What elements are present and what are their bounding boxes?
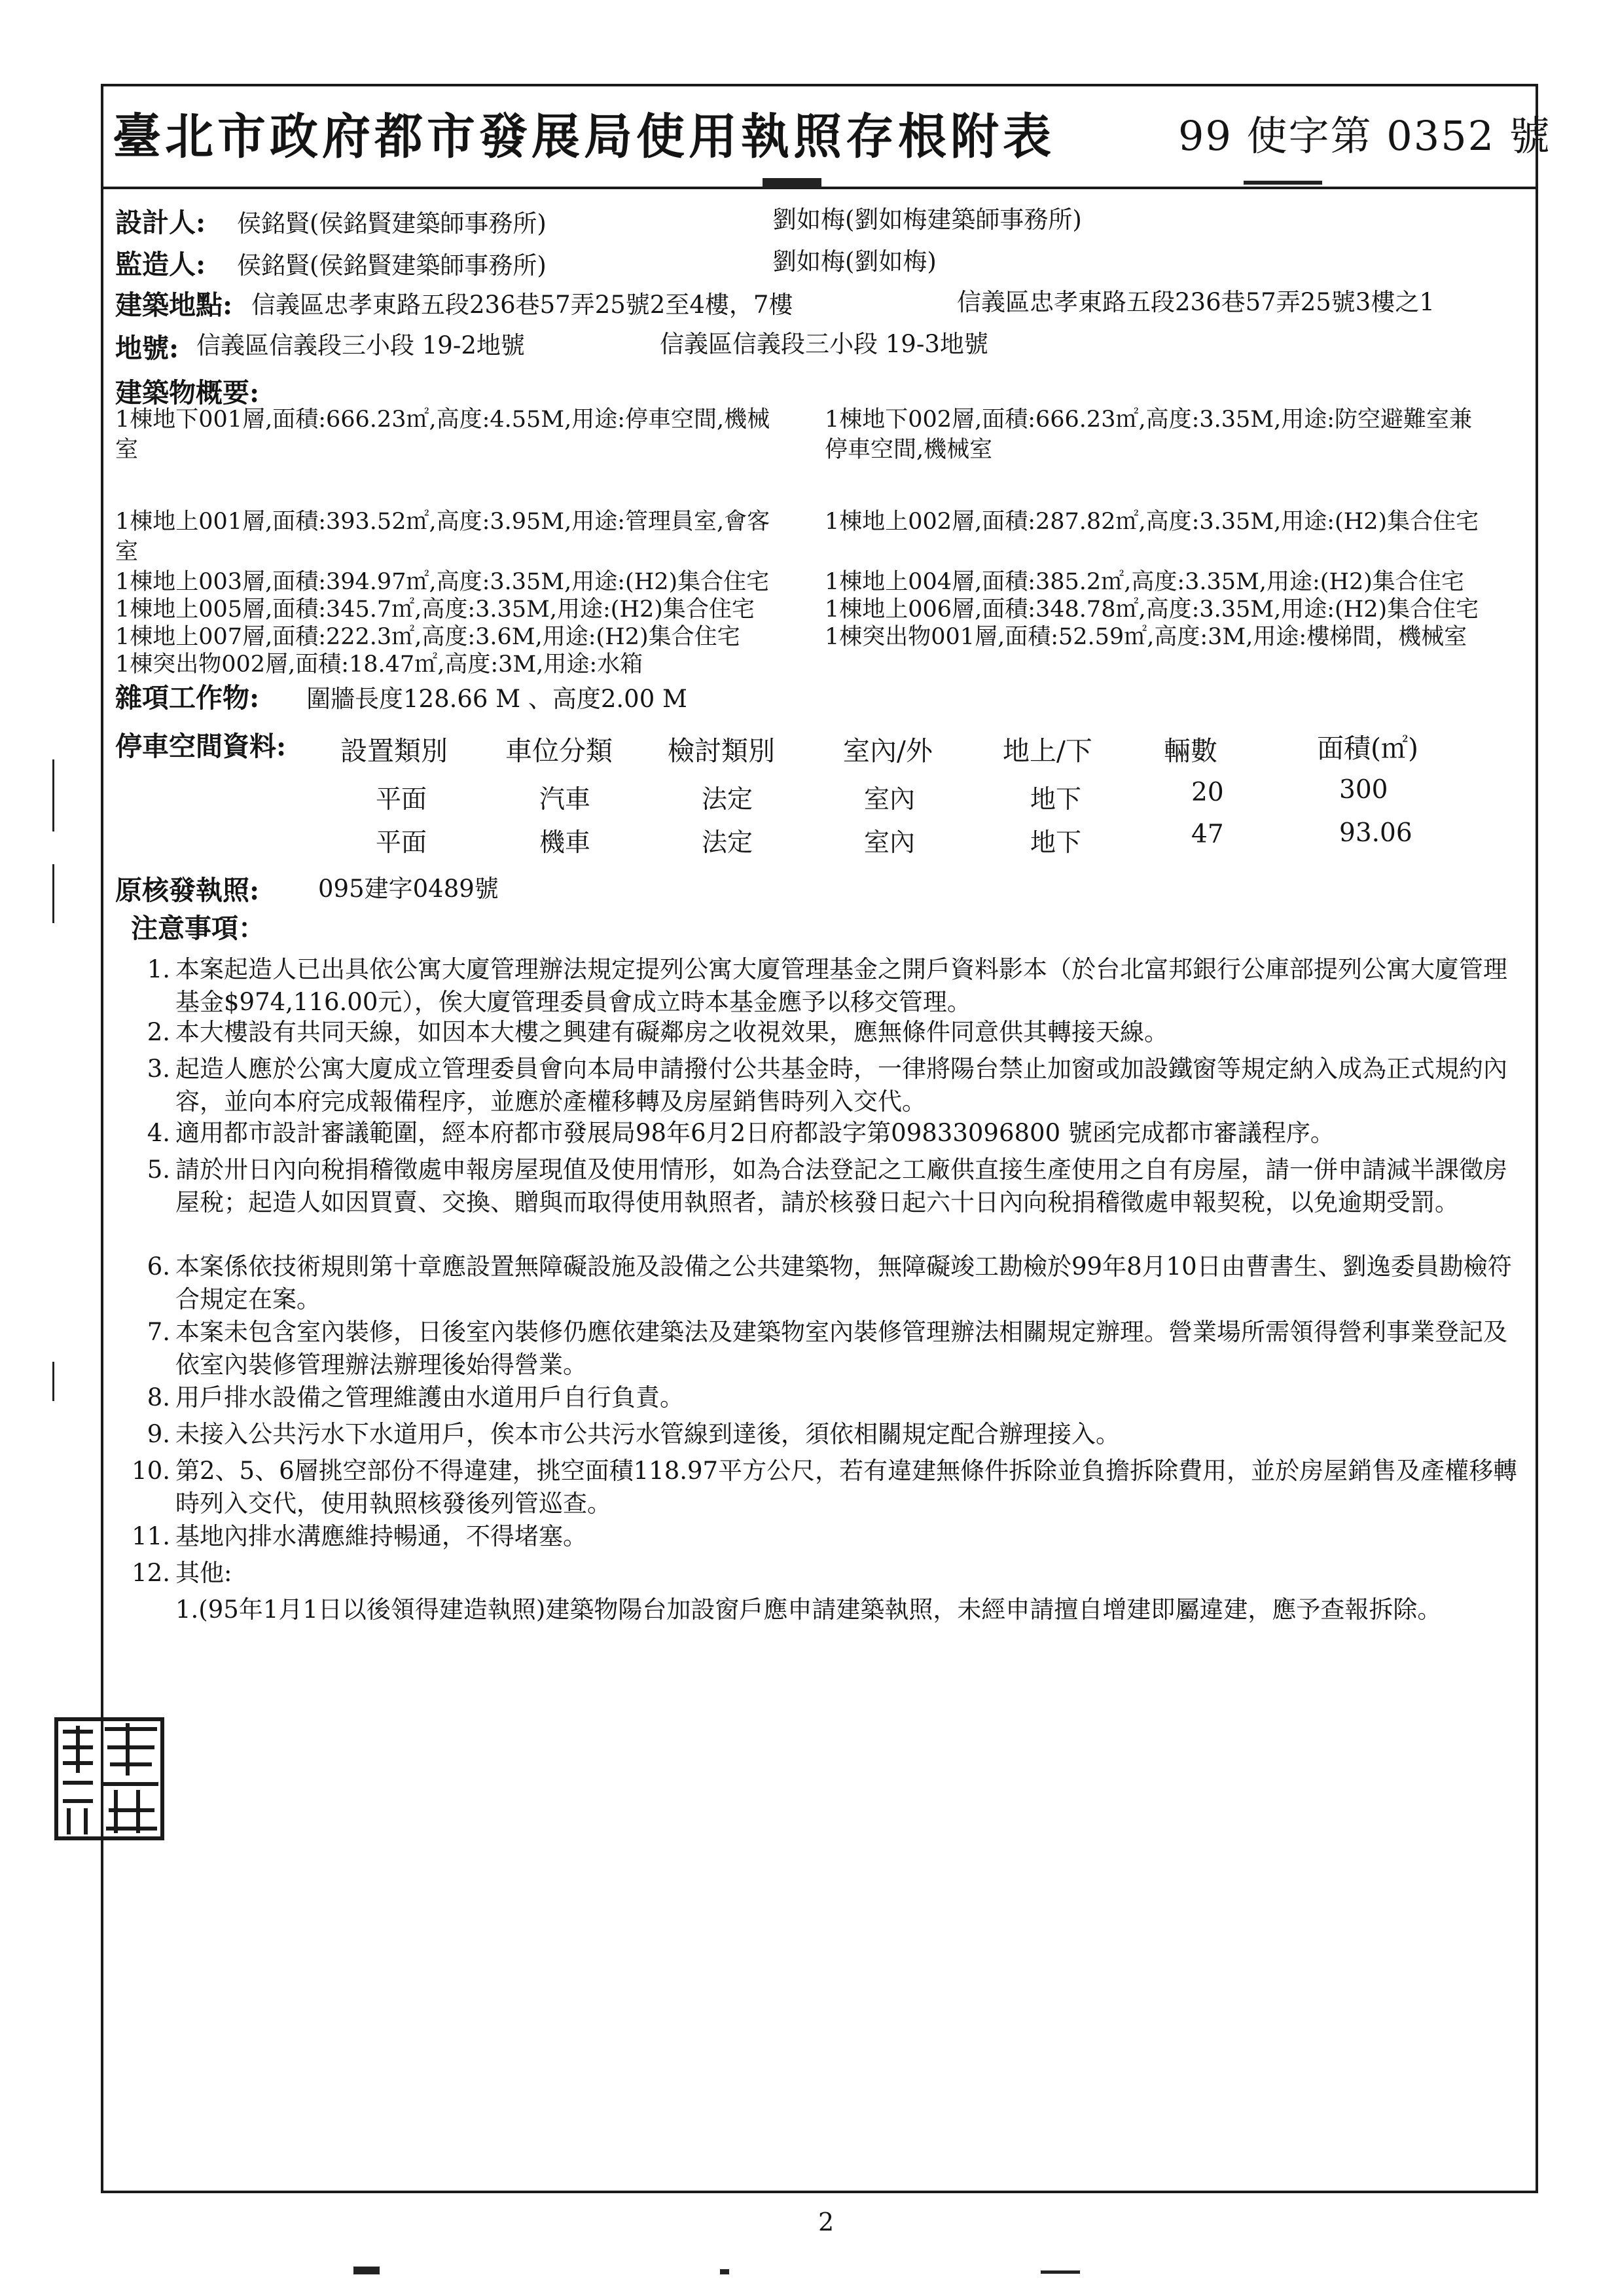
site-address-value-1: 信義區忠孝東路五段236巷57弄25號2至4樓，7樓 xyxy=(251,291,793,319)
note-number: 4. xyxy=(147,1119,170,1147)
floor-4f: 1棟地上004層,面積:385.2㎡,高度:3.35M,用途:(H2)集合住宅 xyxy=(825,569,1464,595)
floor-1f-line-1: 1棟地上001層,面積:393.52㎡,高度:3.95M,用途:管理員室,會客 xyxy=(115,509,770,535)
note-text: 本案係依技術規則第十章應設置無障礙設施及設備之公共建築物，無障礙竣工勘檢於99年8月10日由曹書生、劉逸委員勘檢符合規定在案。 xyxy=(175,1252,1512,1313)
scan-mark xyxy=(52,1362,54,1401)
scan-mark xyxy=(720,2269,729,2274)
floor-3f: 1棟地上003層,面積:394.97㎡,高度:3.35M,用途:(H2)集合住宅 xyxy=(115,569,770,595)
parking-cell: 300 xyxy=(1339,775,1388,805)
building-overview-label: 建築物概要: xyxy=(115,377,260,409)
note-text: 本案起造人已出具依公寓大廈管理辦法規定提列公寓大廈管理基金之開戶資料影本（於台北富邦銀行公庫部提列公寓大廈管理基金$974,116.00元），俟大廈管理委員會成立時本基金應予以移交管理。 xyxy=(175,955,1507,1016)
page-number: 2 xyxy=(818,2208,835,2236)
note-number: 11. xyxy=(132,1522,170,1550)
parking-header-setup-type: 設置類別 xyxy=(340,735,448,767)
parking-cell: 20 xyxy=(1191,778,1224,807)
original-permit-value: 095建字0489號 xyxy=(318,875,499,903)
misc-work-value: 圍牆長度128.66 M 、高度2.00 M xyxy=(306,685,687,713)
note-text: 基地內排水溝應維持暢通，不得堵塞。 xyxy=(175,1522,587,1550)
designer-label: 設計人: xyxy=(115,207,206,238)
scan-smudge xyxy=(1244,181,1322,185)
floor-6f: 1棟地上006層,面積:348.78㎡,高度:3.35M,用途:(H2)集合住宅 xyxy=(825,596,1479,623)
note-number: 5. xyxy=(147,1156,170,1184)
parking-cell: 法定 xyxy=(702,785,753,814)
floor-b1-line-2: 室 xyxy=(115,437,139,463)
roof-r2: 1棟突出物002層,面積:18.47㎡,高度:3M,用途:水箱 xyxy=(115,651,643,678)
floor-b1-line-1: 1棟地下001層,面積:666.23㎡,高度:4.55M,用途:停車空間,機械 xyxy=(115,407,770,433)
scan-smudge xyxy=(763,178,821,189)
parking-header-area: 面積(㎡) xyxy=(1317,733,1418,764)
scan-mark xyxy=(1041,2270,1080,2274)
note-number: 7. xyxy=(147,1318,170,1346)
permit-number: 99 使字第 0352 號 xyxy=(1178,112,1551,160)
parking-header-indoor-outdoor: 室內/外 xyxy=(843,735,933,767)
floor-5f: 1棟地上005層,面積:345.7㎡,高度:3.35M,用途:(H2)集合住宅 xyxy=(115,596,755,623)
note-text: 適用都市設計審議範圍，經本府都市發展局98年6月2日府都設字第09833096800 號函完成都市審議程序。 xyxy=(175,1119,1335,1147)
scan-mark xyxy=(52,864,54,923)
floor-1f-line-2: 室 xyxy=(115,539,139,565)
note-number: 6. xyxy=(147,1252,170,1281)
scan-mark xyxy=(353,2267,380,2274)
note-number: 10. xyxy=(132,1457,170,1485)
note-text: 用戶排水設備之管理維護由水道用戶自行負責。 xyxy=(175,1383,684,1412)
supervisor-value-2: 劉如梅(劉如梅) xyxy=(772,247,937,276)
note-number: 3. xyxy=(147,1055,170,1083)
parking-label: 停車空間資料: xyxy=(115,731,287,762)
parking-header-review-type: 檢討類別 xyxy=(668,735,775,767)
parking-cell: 47 xyxy=(1191,820,1224,849)
document-title: 臺北市政府都市發展局使用執照存根附表 xyxy=(113,109,1055,165)
floor-2f: 1棟地上002層,面積:287.82㎡,高度:3.35M,用途:(H2)集合住宅 xyxy=(825,509,1479,535)
misc-work-label: 雜項工作物: xyxy=(115,682,260,714)
supervisor-value-1: 侯銘賢(侯銘賢建築師事務所) xyxy=(237,251,547,280)
parking-cell: 機車 xyxy=(539,828,591,858)
parking-cell: 地下 xyxy=(1030,785,1082,814)
designer-value-2: 劉如梅(劉如梅建築師事務所) xyxy=(772,206,1082,234)
note-text: 本大樓設有共同天線，如因本大樓之興建有礙鄰房之收視效果，應無條件同意供其轉接天線。 xyxy=(175,1018,1168,1046)
parking-cell: 室內 xyxy=(864,828,916,858)
parking-header-above-below: 地上/下 xyxy=(1003,735,1092,767)
land-lot-value-1: 信義區信義段三小段 19-2地號 xyxy=(196,331,525,359)
original-permit-label: 原核發執照: xyxy=(115,875,260,906)
floor-b2-line-2: 停車空間,機械室 xyxy=(825,437,993,463)
note-number: 8. xyxy=(147,1383,170,1412)
supervisor-label: 監造人: xyxy=(115,249,206,280)
note-text: 其他: xyxy=(175,1559,232,1587)
parking-cell: 平面 xyxy=(376,785,427,814)
parking-cell: 平面 xyxy=(376,828,427,858)
parking-cell: 汽車 xyxy=(539,785,591,814)
designer-value-1: 侯銘賢(侯銘賢建築師事務所) xyxy=(237,210,547,238)
floor-b2-line-1: 1棟地下002層,面積:666.23㎡,高度:3.35M,用途:防空避難室兼 xyxy=(825,407,1473,433)
parking-cell: 法定 xyxy=(702,828,753,858)
official-seal-stamp xyxy=(54,1717,165,1844)
site-address-value-2: 信義區忠孝東路五段236巷57弄25號3樓之1 xyxy=(957,288,1435,316)
note-sub-item: 1.(95年1月1日以後領得建造執照)建築物陽台加設窗戶應申請建築執照，未經申請擅自增建即屬違建，應予查報拆除。 xyxy=(175,1595,1442,1624)
roof-r1: 1棟突出物001層,面積:52.59㎡,高度:3M,用途:樓梯間，機械室 xyxy=(825,624,1467,650)
note-text: 第2、5、6層挑空部份不得違建，挑空面積118.97平方公尺，若有違建無條件拆除並負擔拆除費用，並於房屋銷售及產權移轉時列入交代，使用執照核發後列管巡查。 xyxy=(175,1457,1518,1518)
land-lot-label: 地號: xyxy=(115,333,179,364)
note-number: 9. xyxy=(147,1420,170,1448)
parking-header-count: 輛數 xyxy=(1164,735,1217,767)
parking-header-space-type: 車位分類 xyxy=(505,735,613,767)
site-address-label: 建築地點: xyxy=(115,289,233,321)
note-number: 12. xyxy=(132,1559,170,1587)
parking-cell: 93.06 xyxy=(1339,818,1412,848)
floor-7f: 1棟地上007層,面積:222.3㎡,高度:3.6M,用途:(H2)集合住宅 xyxy=(115,624,740,650)
parking-cell: 室內 xyxy=(864,785,916,814)
note-text: 請於卅日內向稅捐稽徵處申報房屋現值及使用情形，如為合法登記之工廠供直接生產使用之自有房屋，請一併申請減半課徵房屋稅；起造人如因買賣、交換、贈與而取得使用執照者，請於核發日起六十日內向稅捐稽徵處申報契稅，以免逾期受罰。 xyxy=(175,1156,1507,1216)
note-text: 未接入公共污水下水道用戶，俟本市公共污水管線到達後，須依相關規定配合辦理接入。 xyxy=(175,1420,1120,1448)
land-lot-value-2: 信義區信義段三小段 19-3地號 xyxy=(660,330,988,358)
note-text: 本案未包含室內裝修，日後室內裝修仍應依建築法及建築物室內裝修管理辦法相關規定辦理。營業場所需領得營利事業登記及依室內裝修管理辦法辦理後始得營業。 xyxy=(175,1318,1507,1379)
note-number: 2. xyxy=(147,1018,170,1046)
parking-cell: 地下 xyxy=(1030,828,1082,858)
note-number: 1. xyxy=(147,955,170,983)
notes-label: 注意事項： xyxy=(131,913,265,944)
scan-mark xyxy=(52,759,54,831)
note-text: 起造人應於公寓大廈成立管理委員會向本局申請撥付公共基金時，一律將陽台禁止加窗或加設鐵窗等規定納入成為正式規約內容，並向本府完成報備程序，並應於產權移轉及房屋銷售時列入交代。 xyxy=(175,1055,1507,1116)
